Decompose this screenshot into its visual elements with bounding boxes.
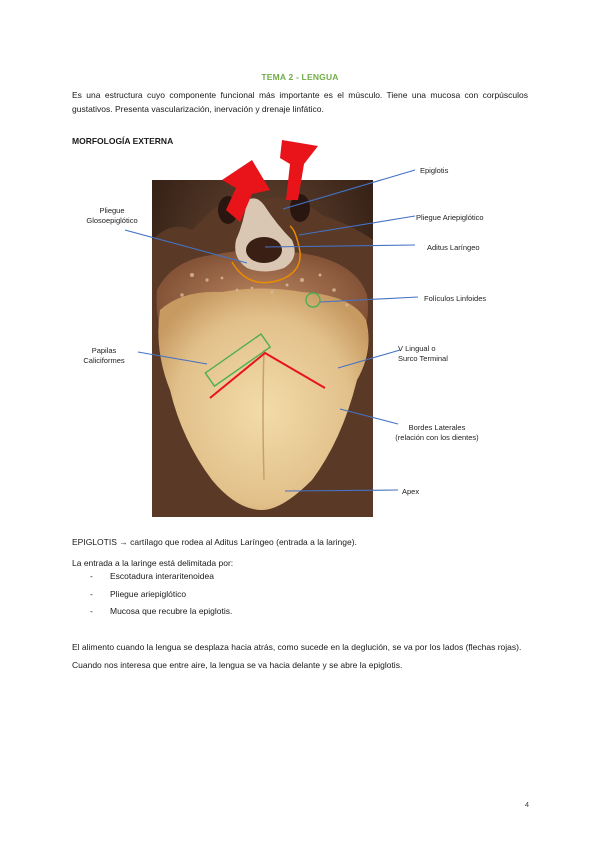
- label-pliegue-ariepiglotico: Pliegue Ariepiglótico: [416, 213, 484, 222]
- list-item: - Escotadura interaritenoidea: [90, 571, 214, 581]
- tongue-photograph: [152, 180, 373, 517]
- list-item: - Mucosa que recubre la epiglotis.: [90, 606, 233, 616]
- label-epiglotis: Epiglotis: [420, 166, 449, 175]
- tongue-illustration: [152, 180, 373, 517]
- closing-paragraph: El alimento cuando la lengua se desplaza hacia atrás, como sucede en la deglución, se va por los lados (flechas rojas). Cuando nos interesa que entre aire, la lengua se va hacia delante y se abre la epiglotis.: [72, 642, 522, 670]
- bullet-list: [90, 571, 232, 624]
- label-v-lingual: V Lingual o Surco Terminal: [398, 344, 448, 363]
- document-title: TEMA 2 - LENGUA: [261, 72, 339, 82]
- label-bordes-laterales: Bordes Laterales (relación con los dientes): [395, 423, 479, 442]
- label-aditus-laringeo: Aditus Laríngeo: [427, 243, 480, 252]
- label-pliegue-glosoepiglotico: Pliegue Glosoepiglótico: [86, 206, 138, 225]
- epiglotis-definition: EPIGLOTIS → cartílago que rodea al Aditus Laríngeo (entrada a la laringe).: [72, 537, 357, 547]
- label-papilas-caliciformes: Papilas Caliciformes: [83, 346, 125, 365]
- list-item: - Pliegue ariepiglótico: [90, 588, 187, 599]
- page-number: 4: [524, 800, 529, 809]
- section-heading: MORFOLOGÍA EXTERNA: [72, 136, 174, 146]
- intro-paragraph: Es una estructura cuyo componente funcional más importante es el músculo. Tiene una mucosa con corpúsculos gustativos. Presenta vascularización, inervación y drenaje linfático.: [72, 90, 528, 114]
- label-apex: Apex: [402, 487, 420, 496]
- entrada-intro: La entrada a la laringe está delimitada por:: [72, 558, 234, 568]
- label-foliculos-linfoides: Folículos Linfoides: [424, 294, 487, 303]
